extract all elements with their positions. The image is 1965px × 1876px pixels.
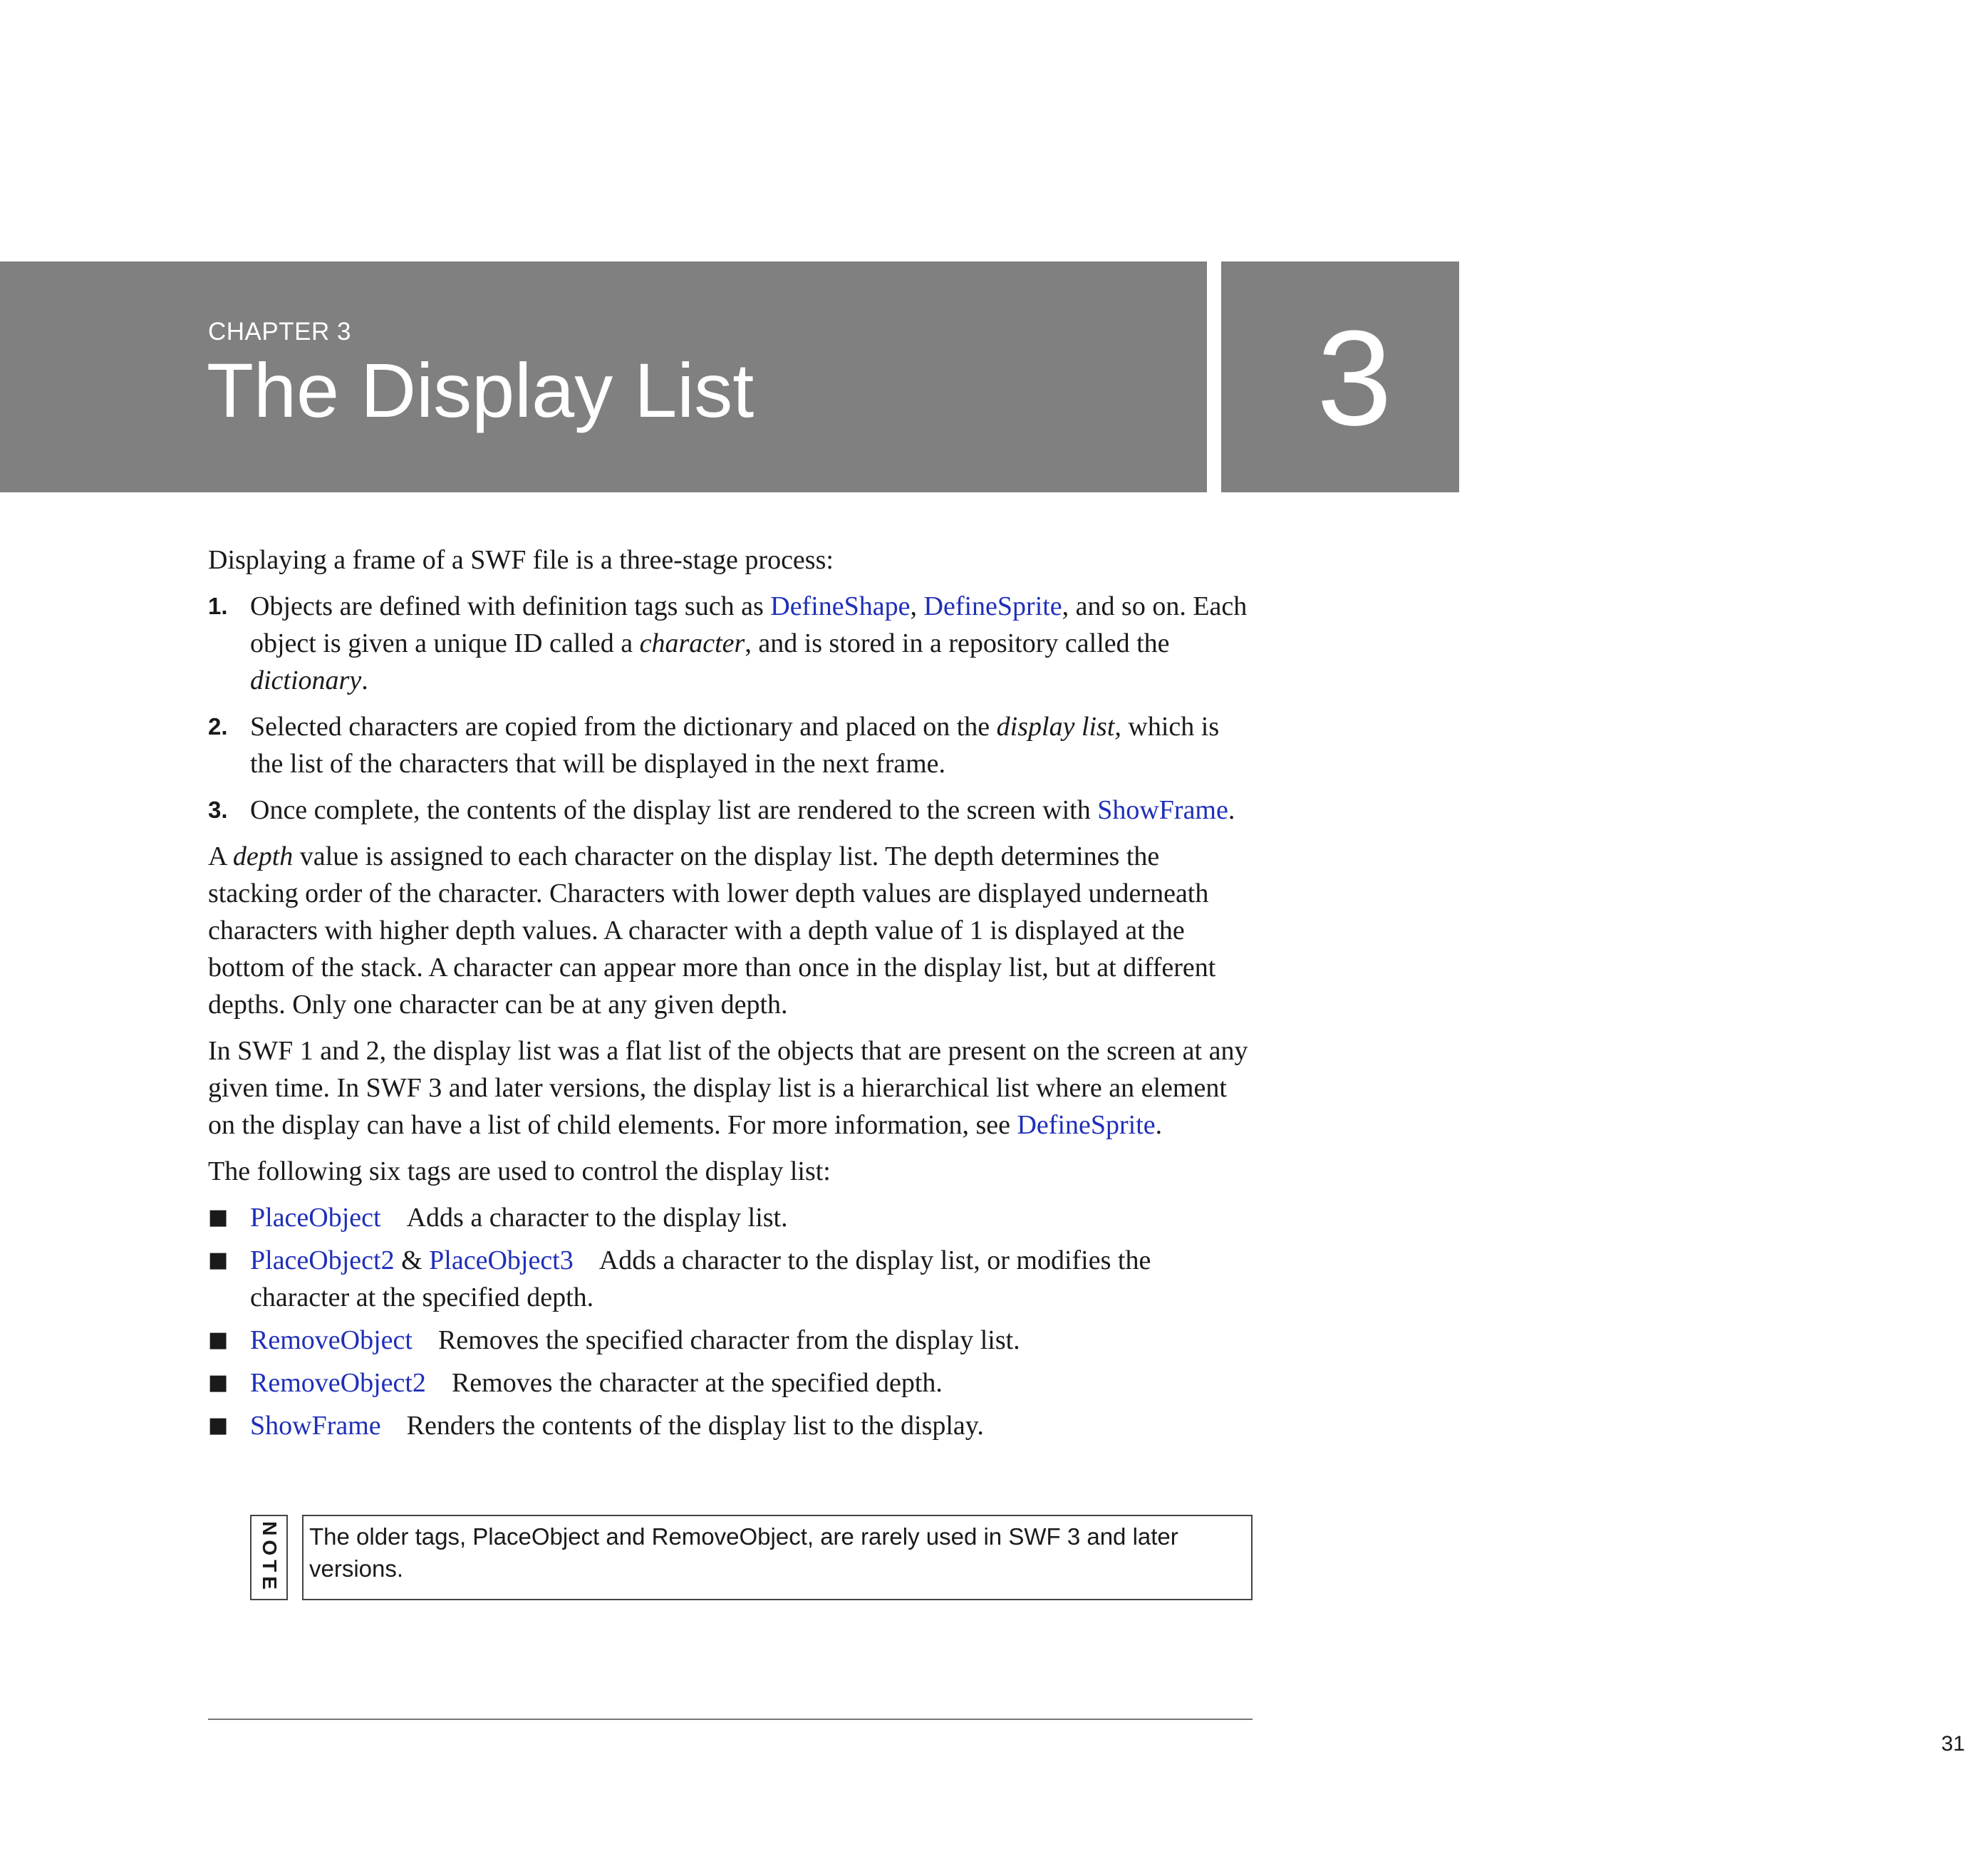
tags-intro: The following six tags are used to control the display list: [208, 1156, 831, 1186]
step-text: . [361, 665, 368, 695]
paragraph-text: . [1155, 1110, 1163, 1140]
paragraph-text: value is assigned to each character on the display list. The depth determines the stacking order of the character. Characters with lower depth values are displayed underneath characters with higher depth values. A character with a depth value of 1 is displayed at the bottom of the stack. A character can appear more than once in the display list, but at different depths. Only one character can be at any given depth. [208, 841, 1216, 1020]
tag-description: Adds a character to the display list. [406, 1203, 788, 1233]
chapter-number: 3 [1317, 303, 1392, 454]
link-placeobject[interactable]: PlaceObject [250, 1203, 381, 1233]
tag-list [208, 1199, 1255, 1444]
tag-description: Removes the character at the specified depth. [451, 1368, 943, 1398]
tag-description: Removes the specified character from the display list. [437, 1325, 1020, 1355]
step-number: 1. [208, 593, 228, 619]
step-text: . [1228, 795, 1235, 825]
step-text: , [910, 591, 924, 621]
chapter-label: CHAPTER 3 [208, 318, 351, 346]
list-item [208, 1407, 1255, 1444]
step-text: Selected characters are copied from the dictionary and placed on the [250, 712, 997, 742]
link-definesprite[interactable]: DefineSprite [1017, 1110, 1156, 1140]
tag-description: Renders the contents of the display list to the display. [406, 1411, 984, 1441]
step-text: which is the list of the characters that will be displayed in the next frame. [250, 712, 1220, 779]
paragraph-text: In SWF 1 and 2, the display list was a flat list of the objects that are present on the screen at any given time. In SWF 3 and later versions, the display list is a hierarchical list where an element on the display can have a list of child elements. For more information, see [208, 1036, 1248, 1140]
list-item [208, 1322, 1255, 1359]
step-item [208, 708, 1255, 782]
bullet-icon: ■ [208, 1205, 229, 1230]
step-text: Once complete, the contents of the display list are rendered to the screen with [250, 795, 1098, 825]
link-showframe[interactable]: ShowFrame [250, 1411, 381, 1441]
step-text: Objects are defined with definition tags such as [250, 591, 771, 621]
bullet-icon: ■ [208, 1248, 229, 1273]
depth-paragraph [208, 838, 1255, 1023]
bullet-icon: ■ [208, 1370, 229, 1395]
step-number: 3. [208, 797, 228, 823]
chapter-title: The Display List [207, 347, 755, 433]
note-box [302, 1515, 1253, 1600]
link-placeobject3[interactable]: PlaceObject3 [429, 1245, 574, 1275]
list-item [208, 1242, 1255, 1316]
list-item [208, 1364, 1255, 1401]
intro-paragraph: Displaying a frame of a SWF file is a three-stage process: [208, 545, 834, 575]
step-item [208, 792, 1255, 829]
term-display-list: display list, [996, 712, 1121, 742]
link-placeobject2[interactable]: PlaceObject2 [250, 1245, 395, 1275]
note-label: NOTE [258, 1521, 281, 1594]
note-text: The older tags, PlaceObject and RemoveObject, are rarely used in SWF 3 and later versions. [309, 1523, 1178, 1582]
page-number: 31 [1941, 1732, 1965, 1756]
link-definesprite[interactable]: DefineSprite [923, 591, 1062, 621]
tag-description: Adds a character to the display list, or modifies the character at the specified depth. [250, 1245, 1151, 1312]
term-dictionary: dictionary [250, 665, 362, 695]
term-character: character [639, 628, 745, 658]
link-showframe[interactable]: ShowFrame [1097, 795, 1228, 825]
note-label-box [250, 1515, 288, 1600]
term-depth: depth [232, 841, 294, 871]
list-item [208, 1199, 1255, 1236]
link-defineshape[interactable]: DefineShape [770, 591, 911, 621]
process-steps [208, 588, 1255, 829]
footer-divider [208, 1719, 1253, 1720]
ampersand: & [394, 1245, 430, 1275]
bullet-icon: ■ [208, 1327, 229, 1352]
step-item [208, 588, 1255, 699]
link-removeobject2[interactable]: RemoveObject2 [250, 1368, 426, 1398]
paragraph-text: A [208, 841, 233, 871]
swf-paragraph [208, 1032, 1255, 1144]
bullet-icon: ■ [208, 1413, 229, 1438]
link-removeobject[interactable]: RemoveObject [250, 1325, 413, 1355]
step-number: 2. [208, 713, 228, 740]
step-text: , and so on. Each object is given a unique ID called a [250, 591, 1248, 658]
chapter-body [208, 541, 1255, 1450]
step-text: , and is stored in a repository called the [745, 628, 1170, 658]
